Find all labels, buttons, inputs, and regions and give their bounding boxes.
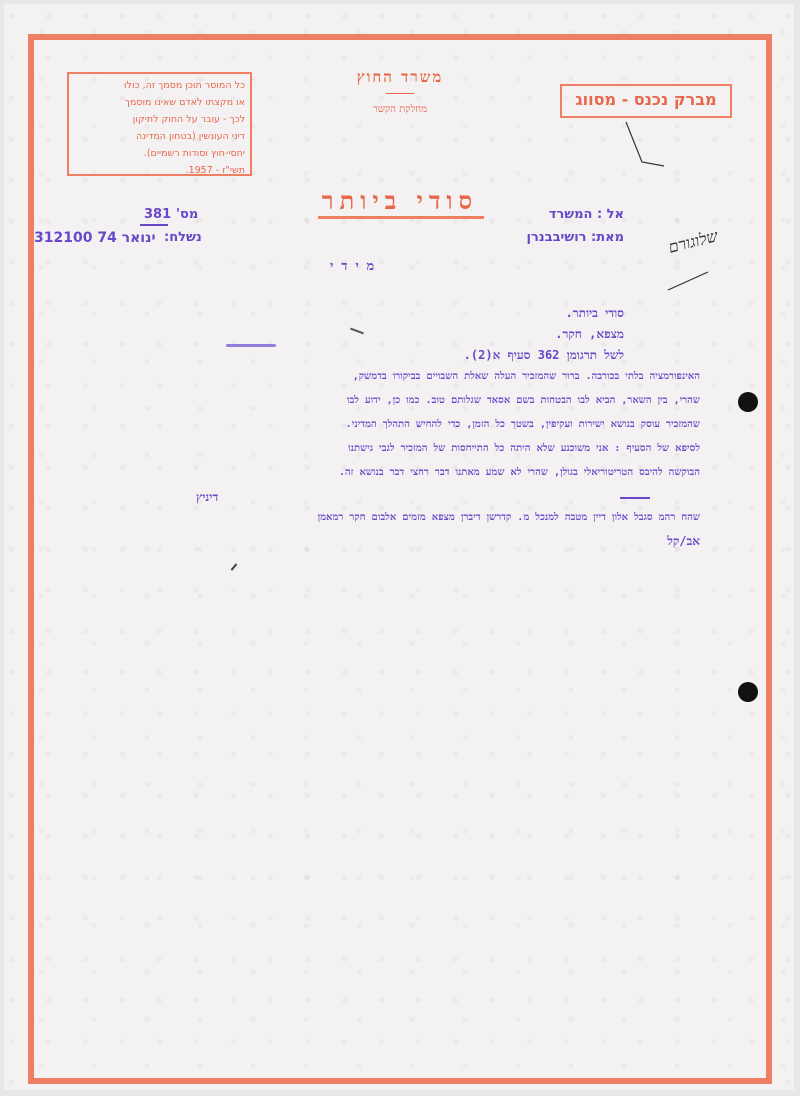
handwriting-stroke [664,266,714,296]
urgency-marker: מ י ד י [330,259,375,274]
signature: דיניץ [196,490,219,504]
to-field: אל : המשרד [548,207,624,222]
distribution-list: שהח רהמ סגבל אלון דיין מטבה למנכל מ. קדרשן דיברן מצפא מזמים אלבום חקר רמאמן [317,512,700,523]
body-line: האינפורמציה בלתי בכורבה. ברור שהמזכיר העלה שאלת השבויים בביקורו בדמשק, [352,371,700,382]
from-field: מאת: רושיבבנרן [526,230,624,245]
disclaimer-line: או מקצתו לאדם שאינו מוסמך [124,97,245,108]
message-number-label: מס' [176,207,199,222]
disclaimer-line: יחסי-חוץ וסודות רשמיים). [143,148,245,159]
secrecy-disclaimer-box [67,72,252,176]
disclaimer-line: כל המוסר תוכן מסמך זה, כולו [123,80,245,91]
body-line: שהמזכיר עוסק בנושא ישירות ועקיפין, בשטך כל הזמן, כדי להחיש התהלך המדיני. [345,419,700,430]
body-line: שהרי, בין השאר, הביא לבו הבטחות בשם אסאד שגלותם טוב. כמו כן, ידוע לבו [346,395,700,406]
handwritten-note: שלוגורם [666,226,720,257]
body-line: סודי ביותר. [565,306,624,320]
ministry-title: משרד החוץ [356,68,444,86]
pen-mark [620,118,670,170]
signature-separator [620,497,650,499]
message-number: 381 [144,207,172,222]
header-divider [386,93,414,94]
message-number-underline [140,224,168,226]
punch-hole-lower [738,682,758,702]
ink-stroke [226,344,276,347]
disclaimer-line: תשי"ז - 1957. [185,165,245,176]
sent-label: נשלח: [164,230,202,245]
body-line: לסיפא של הסעיף : אני משוכנע שלא היתה כל התייחסות של המזכיר לגבי גישתנו [348,443,700,454]
sent-datetime: 312100 ינואר 74 [34,230,156,246]
division-name: מחלקת הקשר [372,104,428,115]
incoming-cable-stamp: מברק נכנס - מסווג [560,84,732,118]
body-line: הבוקשה להיבס הטריטוריאלי בגולן, שהרי לא שמע מאתנו דבר רחצי דבר בנושא זה. [338,467,700,478]
disclaimer-line: דיני העונשין (בטחון המדינה [135,131,245,142]
classification-underline [318,216,484,219]
typist-initials: אב/קל [667,534,700,548]
body-line: מצפא, חקר. [555,327,624,341]
classification-heading: סודי ביותר [321,186,479,215]
disclaimer-line: לכך - עובר על החוק לתיקון [132,114,245,125]
punch-hole-upper [738,392,758,412]
body-line: לשל תרגומן 362 סעיף א(2). [463,348,624,362]
